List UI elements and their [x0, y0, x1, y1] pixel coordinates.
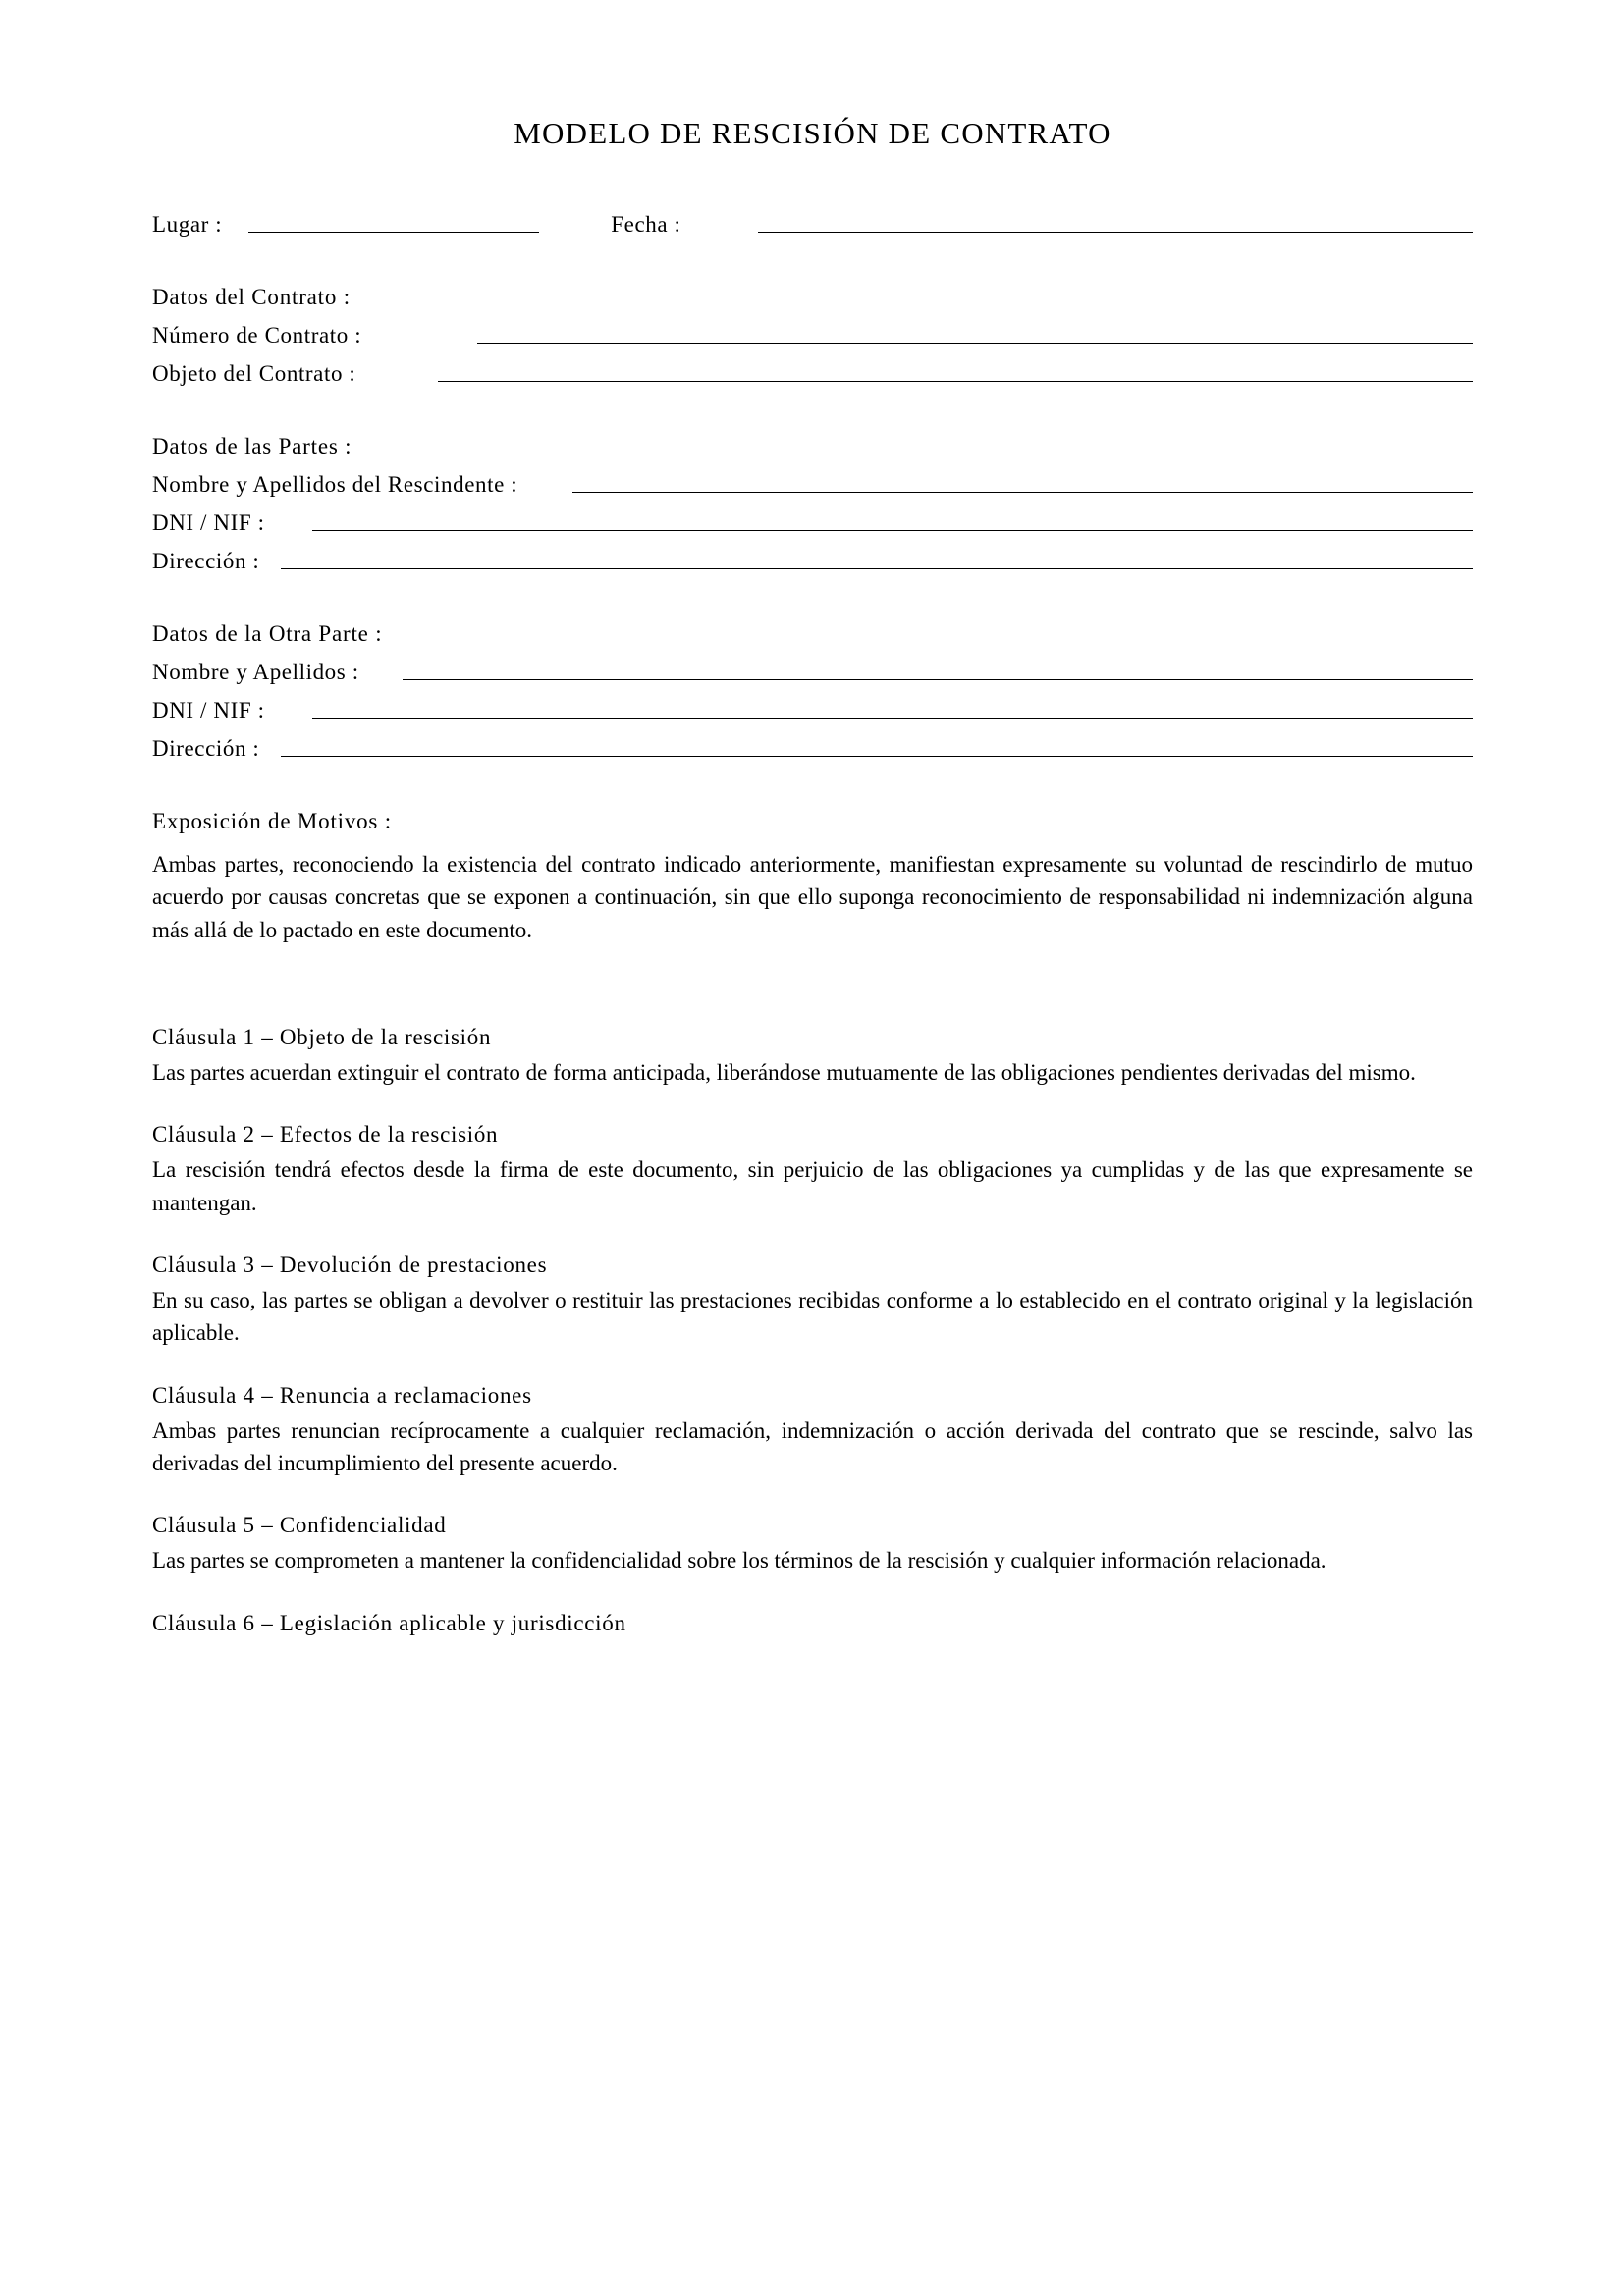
field-row-numero-contrato [152, 324, 1473, 348]
field-row-nombre-otra-parte [152, 661, 1473, 685]
clause-3-title: Cláusula 3 – Devolución de prestaciones [152, 1253, 548, 1278]
place-date-row [152, 212, 1473, 238]
clause-2-body: La rescisión tendrá efectos desde la firma de este documento, sin perjuicio de las obligaciones ya cumplidas y de las que expresamente se mantengan. [152, 1157, 1473, 1215]
lugar-label: Lugar : [152, 212, 223, 237]
clause-4-body: Ambas partes renuncian recíprocamente a cualquier reclamación, indemnización o acción derivada del contrato que se rescinde, salvo las derivadas del incumplimiento del presente acuerdo. [152, 1417, 1473, 1476]
dni-rescindente-label: DNI / NIF : [152, 510, 265, 535]
clause-4 [152, 1383, 1473, 1480]
dni-otra-parte-input-line[interactable] [312, 718, 1473, 719]
clause-1 [152, 1025, 1473, 1089]
lugar-input-line[interactable] [248, 232, 539, 233]
clause-3 [152, 1253, 1473, 1350]
field-row-dni-otra-parte [152, 699, 1473, 723]
clause-1-title: Cláusula 1 – Objeto de la rescisión [152, 1025, 492, 1050]
clause-3-body: En su caso, las partes se obligan a devolver o restituir las prestaciones recibidas conforme a lo establecido en el contrato original y la legislación aplicable. [152, 1288, 1473, 1346]
clause-2-title: Cláusula 2 – Efectos de la rescisión [152, 1122, 499, 1148]
dni-rescindente-input-line[interactable] [312, 530, 1473, 531]
section-heading-parties: Datos de las Partes : [152, 434, 352, 458]
field-row-objeto-contrato [152, 362, 1473, 387]
direccion-otra-parte-input-line[interactable] [281, 756, 1473, 757]
fecha-label: Fecha : [611, 212, 681, 237]
section-heading-contract: Datos del Contrato : [152, 285, 351, 309]
fecha-input-line[interactable] [758, 232, 1473, 233]
clause-5-body: Las partes se comprometen a mantener la confidencialidad sobre los términos de la rescisión y cualquier información relacionada. [152, 1548, 1326, 1574]
dni-otra-parte-label: DNI / NIF : [152, 698, 265, 722]
page-title: MODELO DE RESCISIÓN DE CONTRATO [514, 116, 1111, 150]
objeto-contrato-label: Objeto del Contrato : [152, 361, 356, 386]
clause-6 [152, 1611, 1473, 1636]
clause-5 [152, 1513, 1473, 1576]
nombre-rescindente-label: Nombre y Apellidos del Rescindente : [152, 472, 518, 497]
objeto-contrato-input-line[interactable] [438, 381, 1473, 382]
field-row-direccion-rescindente [152, 550, 1473, 574]
clause-1-body: Las partes acuerdan extinguir el contrato de forma anticipada, liberándose mutuamente de las obligaciones pendientes derivadas del mismo. [152, 1060, 1416, 1086]
numero-contrato-label: Número de Contrato : [152, 323, 362, 347]
clause-4-title: Cláusula 4 – Renuncia a reclamaciones [152, 1382, 532, 1408]
clause-6-title: Cláusula 6 – Legislación aplicable y jurisdicción [152, 1610, 626, 1635]
direccion-rescindente-input-line[interactable] [281, 568, 1473, 569]
nombre-otra-parte-label: Nombre y Apellidos : [152, 660, 359, 684]
field-row-dni-rescindente [152, 511, 1473, 536]
document-body [152, 0, 1473, 1636]
field-row-direccion-otra-parte [152, 737, 1473, 762]
numero-contrato-input-line[interactable] [477, 343, 1473, 344]
nombre-rescindente-input-line[interactable] [572, 492, 1473, 493]
direccion-rescindente-label: Dirección : [152, 549, 260, 573]
clause-2 [152, 1122, 1473, 1219]
clause-5-title: Cláusula 5 – Confidencialidad [152, 1513, 447, 1538]
exposicion-text: Ambas partes, reconociendo la existencia del contrato indicado anteriormente, manifiestan expresamente su voluntad de rescindirlo de mutuo acuerdo por causas concretas que se exponen a continuación, sin que ello suponga reconocimiento de responsabilidad ni indemnización alguna más allá de lo pactado en este documento. [152, 852, 1473, 942]
section-heading-exposicion: Exposición de Motivos : [152, 809, 392, 833]
section-heading-other-party: Datos de la Otra Parte : [152, 621, 383, 646]
nombre-otra-parte-input-line[interactable] [403, 679, 1473, 680]
field-row-nombre-rescindente [152, 473, 1473, 498]
direccion-otra-parte-label: Dirección : [152, 736, 260, 761]
